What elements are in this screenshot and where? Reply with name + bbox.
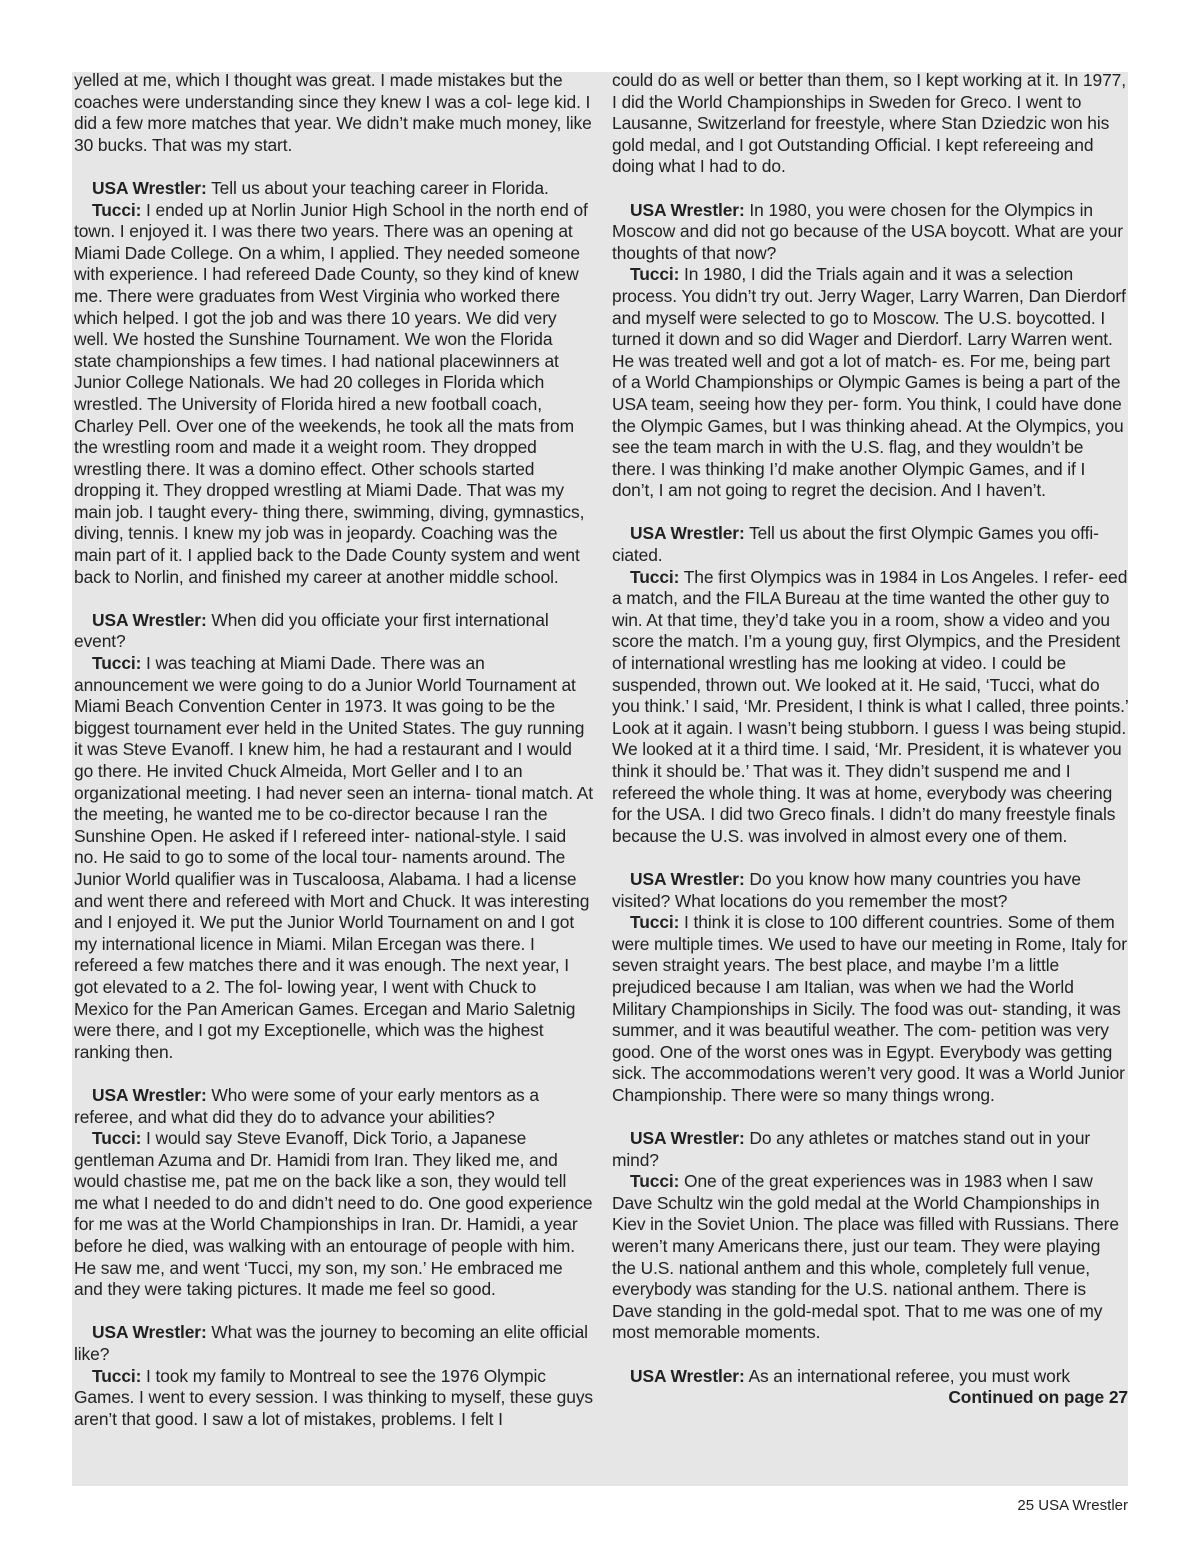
answer <box>612 912 1128 1106</box>
article-column-left <box>74 70 594 1430</box>
question-text: In 1980, you were chosen for the Olympics in Moscow and did not go because of the USA boycott. What are your thoughts of that now? <box>612 199 1123 263</box>
interviewer-label: USA Wrestler: <box>92 1322 207 1343</box>
question <box>612 869 1128 912</box>
question <box>74 1085 594 1128</box>
question-text: Do you know how many countries you have visited? What locations do you remember the most? <box>612 868 1081 911</box>
interviewer-label: USA Wrestler: <box>630 199 745 220</box>
answer-text: In 1980, I did the Trials again and it was a selection process. You didn’t try out. Jerry Wager, Larry Warren, Dan Dierdorf and myself were selected to go to Moscow. The U.S. boycotted. I turned it down and so did Wager and Dierdorf. Larry Warren went. He was treated well and got a lot of match- es. For me, being part of a World Championships or Olympic Games is being a part of the USA team, seeing how they per- form. You think, I could have done the Olympic Games, but I was thinking ahead. At the Olympics, you see the team march in with the U.S. flag, and they wouldn’t be there. I was thinking I’d make another Olympic Games, and if I don’t, I am not going to regret the decision. And I haven’t. <box>612 264 1126 501</box>
question <box>612 1128 1128 1171</box>
paragraph: could do as well or better than them, so I kept working at it. In 1977, I did the World Championships in Sweden for Greco. I went to Lausanne, Switzerland for freestyle, where Stan Dziedzic won his gold medal, and I got Outstanding Official. I kept refereeing and doing what I had to do. <box>612 70 1126 177</box>
speaker-label: Tucci: <box>92 653 142 674</box>
speaker-label: Tucci: <box>630 1171 680 1192</box>
answer <box>612 1171 1128 1344</box>
answer-text: The first Olympics was in 1984 in Los Angeles. I refer- eed a match, and the FILA Bureau at the time wanted the other guy to win. At that time, they’d take you in a room, show a video and you score the match. I’m a young guy, first Olympics, and the President of international wrestling has me looking at video. I could be suspended, thrown out. We looked at it. He said, ‘Tucci, what do you think.’ I said, ‘Mr. President, I think is what I called, three points.’ Look at it again. I wasn’t being stubborn. I guess I was being stupid. We looked at it a third time. I said, ‘Mr. President, it is whatever you think it should be.’ That was it. They didn’t suspend me and I refereed the whole thing. It was at home, everybody was cheering for the USA. I did two Greco finals. I didn’t do many freestyle finals because the U.S. was involved in almost every one of them. <box>612 566 1128 846</box>
answer-text: I think it is close to 100 different countries. Some of them were multiple times. We used to have our meeting in Rome, Italy for seven straight years. The best place, and maybe I’m a little prejudiced because I am Italian, was when we had the World Military Championships in Sicily. The food was out- standing, it was summer, and it was beautiful weather. The com- petition was very good. One of the worst ones was in Egypt. Everybody was getting sick. The accommodations weren’t very good. It was a World Junior Championship. There were so many things wrong. <box>612 912 1127 1105</box>
answer <box>612 567 1128 848</box>
interviewer-label: USA Wrestler: <box>92 609 207 630</box>
speaker-label: Tucci: <box>630 912 680 933</box>
question <box>74 610 594 653</box>
paragraph: yelled at me, which I thought was great. I made mistakes but the coaches were understanding since they knew I was a col- lege kid. I did a few more matches that year. We didn’t make much money, like 30 bucks. That was my start. <box>74 70 592 155</box>
interviewer-label: USA Wrestler: <box>92 177 207 198</box>
speaker-label: Tucci: <box>630 566 680 587</box>
answer-text: I ended up at Norlin Junior High School in the north end of town. I enjoyed it. I was there two years. There was an opening at Miami Dade College. On a whim, I applied. They needed someone with experience. I had refereed Dade County, so they kind of knew me. There were graduates from West Virginia who worked there which helped. I got the job and was there 10 years. We did very well. We hosted the Sunshine Tournament. We won the Florida state championships a few times. I had national placewinners at Junior College Nationals. We had 20 colleges in Florida which wrestled. The University of Florida hired a new football coach, Charley Pell. Over one of the weekends, he took all the mats from the wrestling room and made it a weight room. They dropped wrestling there. It was a domino effect. Other schools started dropping it. They dropped wrestling at Miami Dade. That was my main job. I taught every- thing there, swimming, diving, gymnastics, diving, tennis. I knew my job was in jeopardy. Coaching was the main part of it. I applied back to the Dade County system and went back to Norlin, and finished my career at another middle school. <box>74 199 588 587</box>
question <box>612 200 1128 265</box>
question-text: Tell us about your teaching career in Florida. <box>206 177 549 198</box>
speaker-label: Tucci: <box>630 264 680 285</box>
speaker-label: Tucci: <box>92 1365 142 1386</box>
interviewer-label: USA Wrestler: <box>630 523 745 544</box>
article-column-right <box>612 70 1128 1409</box>
answer-text: I would say Steve Evanoff, Dick Torio, a Japanese gentleman Azuma and Dr. Hamidi from Iran. They liked me, and would chastise me, pat me on the back like a son, they would tell me what I needed to do and didn’t need to do. One good experience for me was at the World Championships in Iran. Dr. Hamidi, a year before he died, was walking with an entourage of people with him. He saw me, and went ‘Tucci, my son, my son.’ He embraced me and they were taking pictures. It made me feel so good. <box>74 1128 593 1300</box>
interviewer-label: USA Wrestler: <box>630 868 745 889</box>
speaker-label: Tucci: <box>92 1128 142 1149</box>
question <box>74 178 594 200</box>
question-text: When did you officiate your first international event? <box>74 609 549 652</box>
answer <box>74 1128 594 1301</box>
answer <box>74 653 594 1063</box>
question <box>612 523 1128 566</box>
answer <box>74 200 594 589</box>
question-text: Who were some of your early mentors as a referee, and what did they do to advance your abilities? <box>74 1084 539 1127</box>
interviewer-label: USA Wrestler: <box>630 1365 745 1386</box>
question <box>612 1366 1128 1388</box>
answer <box>612 264 1128 502</box>
page-footer: 25 USA Wrestler <box>1017 1497 1128 1514</box>
question-text: As an international referee, you must work <box>744 1365 1070 1386</box>
question-text: Do any athletes or matches stand out in your mind? <box>612 1128 1091 1170</box>
answer-text: I was teaching at Miami Dade. There was an announcement we were going to do a Junior World Tournament at Miami Beach Convention Center in 1973. It was going to be the biggest tournament ever held in the United States. The guy running it was Steve Evanoff. I knew him, he had a restaurant and I would go there. He invited Chuck Almeida, Mort Geller and I to an organizational meeting. I had never seen an interna- tional match. At the meeting, he wanted me to be co-director because I ran the Sunshine Open. He asked if I refereed inter- national-style. I said no. He said to go to some of the local tour- naments around. The Junior World qualifier was in Tuscaloosa, Alabama. I had a license and went there and refereed with Mort and Chuck. It was interesting and I enjoyed it. We put the Junior World Tournament on and I got my international licence in Miami. Milan Ercegan was there. I refereed a few matches there and it was enough. The next year, I got elevated to a 2. The fol- lowing year, I went with Chuck to Mexico for the Pan American Games. Ercegan and Mario Saletnig were there, and I got my Exceptionelle, which was the highest ranking then. <box>74 653 594 1062</box>
speaker-label: Tucci: <box>92 199 142 220</box>
answer <box>74 1366 594 1431</box>
question-text: Tell us about the first Olympic Games you offi- ciated. <box>612 523 1099 566</box>
answer-text: I took my family to Montreal to see the 1976 Olympic Games. I went to every session. I was thinking to myself, these guys aren’t that good. I saw a lot of mistakes, problems. I felt I <box>74 1365 594 1429</box>
continued-on-page-link[interactable]: Continued on page 27 <box>948 1387 1128 1408</box>
answer-text: One of the great experiences was in 1983 when I saw Dave Schultz win the gold medal at the World Championships in Kiev in the Soviet Union. The place was filled with Russians. There weren’t many Americans there, just our team. They were playing the U.S. national anthem and this whole, completely full venue, everybody was standing for the U.S. national anthem. There is Dave standing in the gold-medal spot. That to me was one of my most memorable moments. <box>612 1171 1119 1343</box>
interviewer-label: USA Wrestler: <box>630 1128 745 1149</box>
question <box>74 1322 594 1365</box>
interviewer-label: USA Wrestler: <box>92 1084 207 1105</box>
question-text: What was the journey to becoming an elite official like? <box>74 1322 588 1365</box>
